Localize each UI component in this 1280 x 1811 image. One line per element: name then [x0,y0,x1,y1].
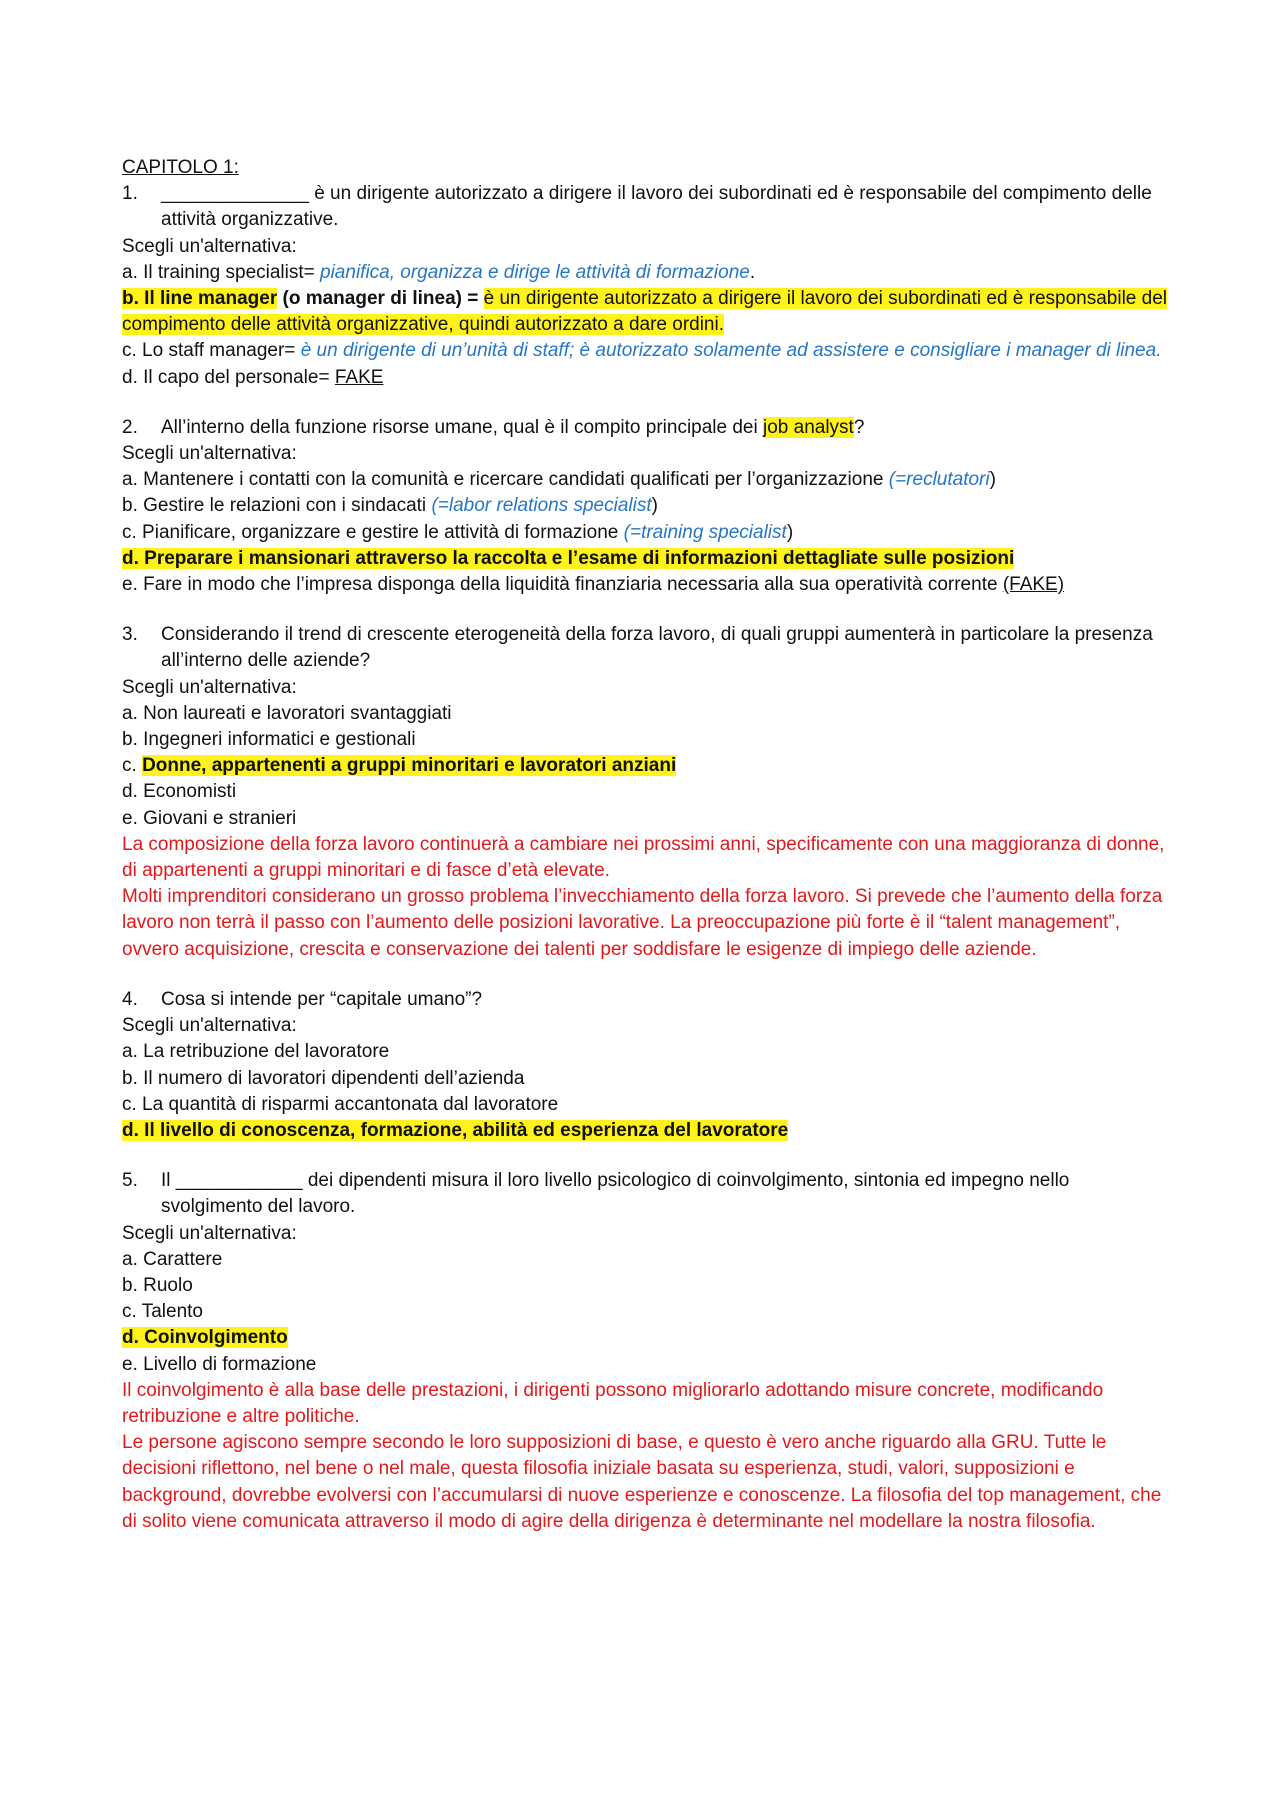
question-3-number: 3. [122,624,138,646]
question-5-stem [122,1168,1172,1220]
option-end: ) [651,495,658,517]
option-label: a. Il training specialist= [122,261,321,283]
question-3-option-d: d. Economisti [122,781,237,803]
fake-marker: (FAKE) [1002,574,1065,596]
question-2-option-d-correct [122,546,1172,572]
option-text: c. Pianificare, organizzare e gestire le attività di formazione [122,521,624,543]
question-5-option-d-correct [122,1325,1172,1351]
question-3-stem [122,622,1172,674]
question-3-option-b: b. Ingegneri informatici e gestionali [122,729,416,751]
question-1-option-d [122,365,1172,391]
option-note: pianifica, organizza e dirige le attività di formazione [320,261,750,283]
question-1-option-c [122,338,1172,364]
correct-answer: d. Coinvolgimento [122,1327,288,1349]
option-note: (=training specialist [623,521,787,543]
correct-answer-label: b. Il line manager [122,288,278,310]
correct-answer-definition: è un dirigente autorizzato a dirigere il lavoro dei subordinati ed è responsabile del compimento delle attività organizzative, quindi autorizzato a dare ordini. [122,288,1168,336]
question-2-stem [122,415,1172,441]
option-paren: (o manager di linea) = [277,288,484,310]
option-note: (=reclutatori [888,469,990,491]
question-5-text: Il ____________ dei dipendenti misura il loro livello psicologico di coinvolgimento, sintonia ed impegno nello svolgimento del lavoro. [161,1170,1070,1218]
question-2-number: 2. [122,416,138,438]
question-2-option-e [122,572,1172,598]
question-4-prompt: Scegli un'alternativa: [122,1015,297,1037]
question-4-option-c: c. La quantità di risparmi accantonata dal lavoratore [122,1093,559,1115]
question-1-prompt: Scegli un'alternativa: [122,235,297,257]
question-5-explanation-2: Le persone agiscono sempre secondo le loro supposizioni di base, e questo è vero anche riguardo alla GRU. Tutte le decisioni riflettono, nel bene o nel male, questa filosofia iniziale basata su esperienza, studi, valori, supposizioni e background, dovrebbe evolversi con l’accumularsi di nuove esperienze e conoscenze. La filosofia del top management, che di solito viene comunicata attraverso il modo di agire della dirigenza è determinante nel modellare la nostra filosofia. [122,1432,1162,1532]
question-5-option-e: e. Livello di formazione [122,1353,317,1375]
question-2-text [161,415,1172,441]
stem-text: All’interno della funzione risorse umane, qual è il compito principale dei [161,416,763,438]
question-5-option-a: a. Carattere [122,1248,223,1270]
question-1-option-a [122,260,1172,286]
option-label: c. Lo staff manager= [122,340,301,362]
question-2-prompt: Scegli un'alternativa: [122,443,297,465]
document-body [122,155,1172,1535]
option-text: a. Mantenere i contatti con la comunità e ricercare candidati qualificati per l’organizzazione [122,469,889,491]
correct-answer: Donne, appartenenti a gruppi minoritari e lavoratori anziani [142,755,677,777]
question-4 [122,987,1172,1144]
question-1-stem [122,181,1172,233]
option-end: ) [989,469,996,491]
question-3-option-c-correct [122,753,1172,779]
question-3-option-e: e. Giovani e stranieri [122,807,297,829]
question-3-explanation-1: La composizione della forza lavoro continuerà a cambiare nei prossimi anni, specificamente con una maggioranza di donne, di appartenenti a gruppi minoritari e di fasce d’età elevate. [122,833,1165,882]
question-4-option-d-correct [122,1118,1172,1144]
question-2-option-a [122,467,1172,493]
option-label: d. Il capo del personale= [122,366,335,388]
question-4-stem [122,987,1172,1013]
question-5-option-c: c. Talento [122,1301,203,1323]
correct-answer: d. Il livello di conoscenza, formazione, abilità ed esperienza del lavoratore [122,1119,789,1141]
question-3-prompt: Scegli un'alternativa: [122,676,297,698]
question-3-text: Considerando il trend di crescente eterogeneità della forza lavoro, di quali gruppi aumenterà in particolare la presenza all’interno delle aziende? [161,624,1153,672]
option-label: c. [122,755,143,777]
question-5-number: 5. [122,1170,138,1192]
question-2 [122,415,1172,598]
correct-answer: d. Preparare i mansionari attraverso la raccolta e l’esame di informazioni dettagliate sulle posizioni [122,547,1015,569]
option-end: . [749,261,756,283]
question-3-explanation-2: Molti imprenditori considerano un grosso problema l’invecchiamento della forza lavoro. Si prevede che l’aumento della forza lavoro non terrà il passo con l’aumento delle posizioni lavorative. La preoccupazione più forte è il “talent management”, ovvero acquisizione, crescita e conservazione dei talenti per soddisfare le esigenze di impiego delle aziende. [122,886,1163,960]
question-5-prompt: Scegli un'alternativa: [122,1222,297,1244]
question-4-number: 4. [122,988,138,1010]
option-end: ) [786,521,794,543]
question-1-text: ______________ è un dirigente autorizzato a dirigere il lavoro dei subordinati ed è responsabile del compimento delle attività organizzative. [161,183,1152,231]
question-5 [122,1168,1172,1535]
question-3-option-a: a. Non laureati e lavoratori svantaggiati [122,702,452,724]
question-2-option-b [122,493,1172,519]
question-4-option-a: a. La retribuzione del lavoratore [122,1041,390,1063]
fake-marker: FAKE [334,366,384,388]
question-1-option-b-correct [122,286,1172,338]
question-1 [122,181,1172,391]
question-5-option-b: b. Ruolo [122,1274,193,1296]
question-4-option-b: b. Il numero di lavoratori dipendenti dell’azienda [122,1067,525,1089]
option-note: (=labor relations specialist [431,495,652,517]
question-5-explanation-1: Il coinvolgimento è alla base delle prestazioni, i dirigenti possono migliorarlo adottando misure concrete, modificando retribuzione e altre politiche. [122,1379,1104,1427]
question-2-option-c [122,520,1172,546]
option-text: e. Fare in modo che l’impresa disponga della liquidità finanziaria necessaria alla sua operatività corrente [122,574,1003,596]
highlighted-term: job analyst [763,416,854,438]
option-text: b. Gestire le relazioni con i sindacati [122,495,432,517]
question-4-text: Cosa si intende per “capitale umano”? [161,988,483,1010]
question-1-number: 1. [122,183,138,205]
stem-end: ? [853,416,865,438]
chapter-heading: CAPITOLO 1: [122,157,239,178]
option-note: è un dirigente di un’unità di staff; è autorizzato solamente ad assistere e consigliare i manager di linea. [300,340,1162,362]
question-3 [122,622,1172,963]
